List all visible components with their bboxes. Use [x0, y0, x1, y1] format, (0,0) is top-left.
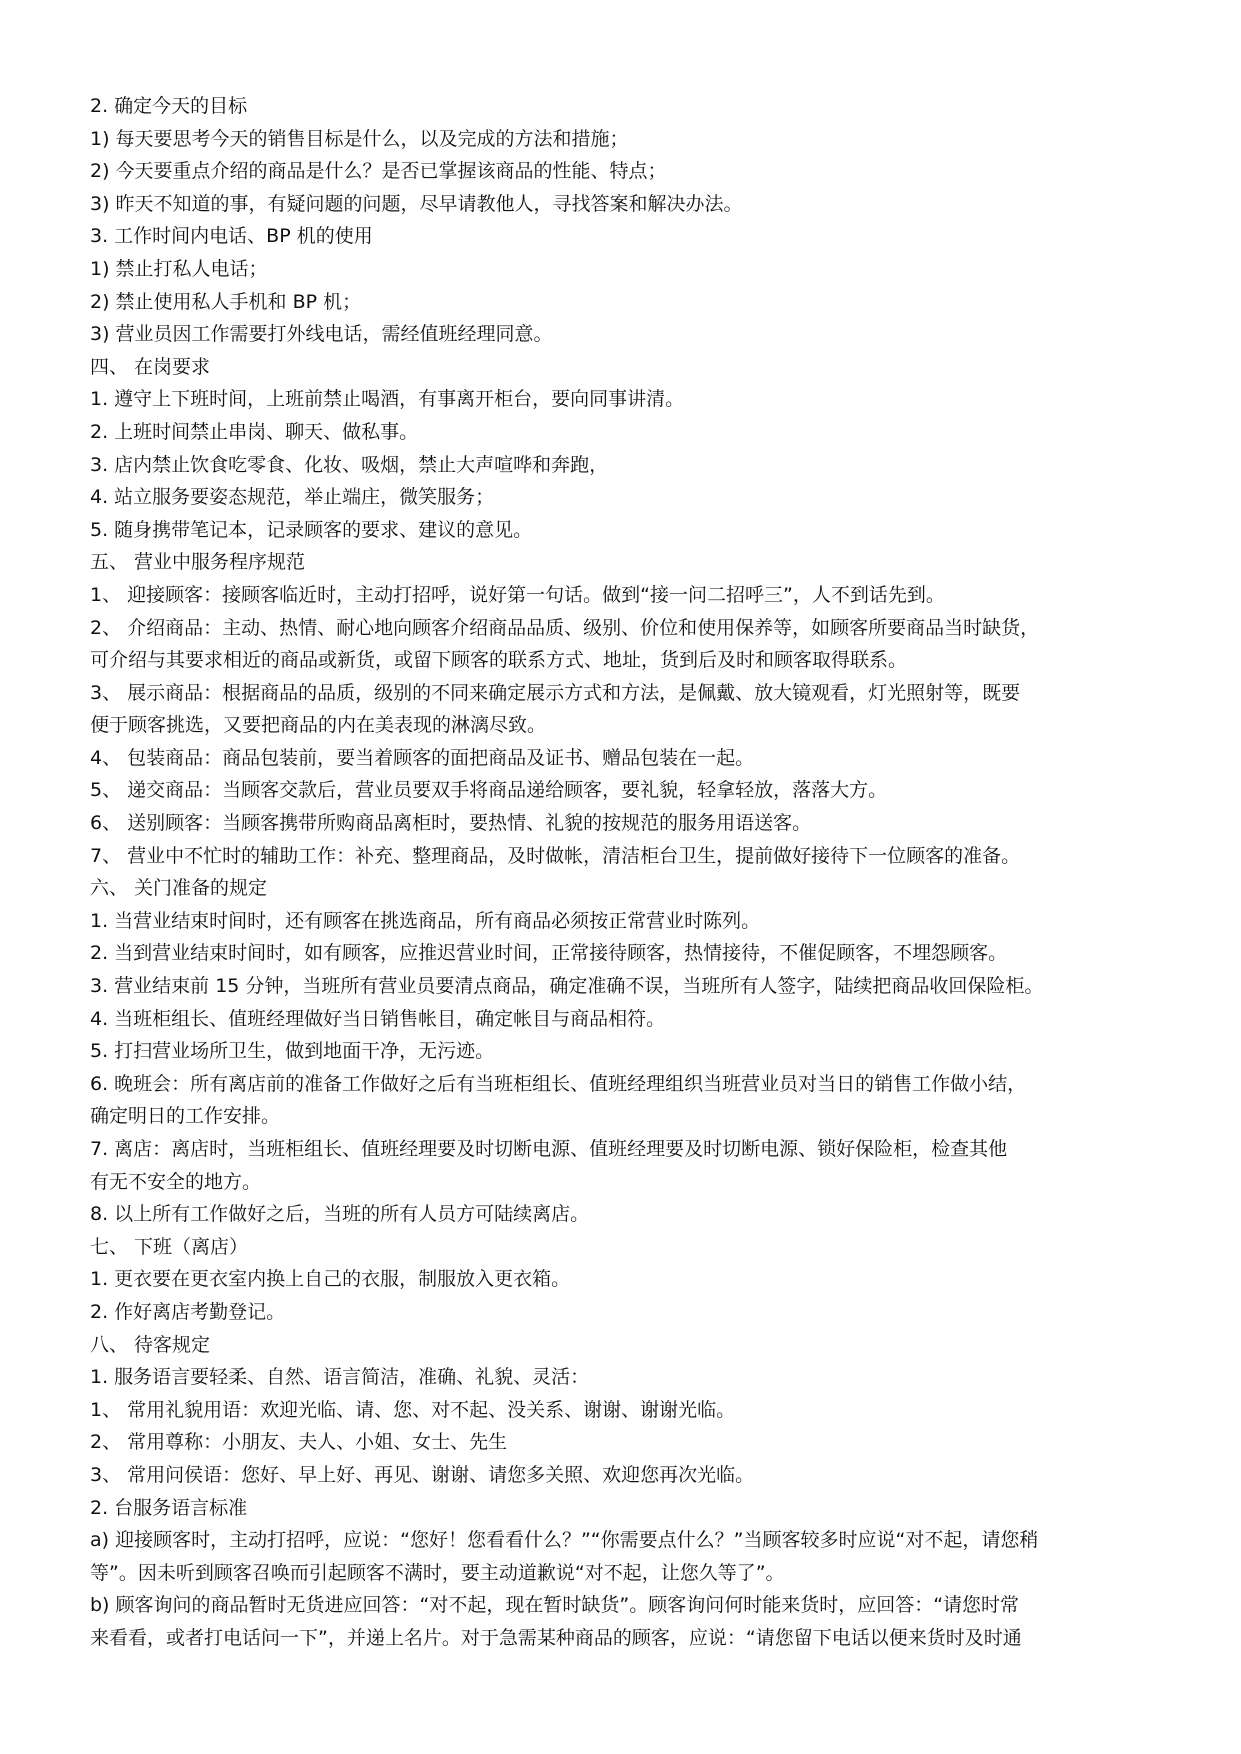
text-line: 八、 待客规定: [90, 1333, 211, 1356]
text-line: 确定明日的工作安排。: [90, 1105, 281, 1128]
text-line: 2. 台服务语言标准: [90, 1496, 248, 1519]
text-line: 1. 遵守上下班时间，上班前禁止喝酒，有事离开柜台，要向同事讲清。: [90, 388, 685, 411]
text-line: 1) 每天要思考今天的销售目标是什么，以及完成的方法和措施；: [90, 127, 629, 150]
text-line: 6. 晚班会：所有离店前的准备工作做好之后有当班柜组长、值班经理组织当班营业员对当日的销售工作做小结，: [90, 1072, 1027, 1095]
text-line: 3. 工作时间内电话、BP 机的使用: [90, 225, 373, 248]
text-line: 2、 常用尊称：小朋友、夫人、小姐、女士、先生: [90, 1431, 508, 1454]
text-line: 5、 递交商品：当顾客交款后，营业员要双手将商品递给顾客，要礼貌，轻拿轻放，落落大方。: [90, 779, 888, 802]
text-line: 5. 随身携带笔记本，记录顾客的要求、建议的意见。: [90, 518, 533, 541]
text-line: 3、 常用问侯语：您好、早上好、再见、谢谢、请您多关照、欢迎您再次光临。: [90, 1463, 755, 1486]
text-line: 1. 当营业结束时间时，还有顾客在挑选商品，所有商品必须按正常营业时陈列。: [90, 909, 761, 932]
text-line: 6、 送别顾客：当顾客携带所购商品离柜时，要热情、礼貌的按规范的服务用语送客。: [90, 812, 812, 835]
text-line: 2) 今天要重点介绍的商品是什么？是否已掌握该商品的性能、特点；: [90, 160, 667, 183]
text-line: 8. 以上所有工作做好之后，当班的所有人员方可陆续离店。: [90, 1203, 590, 1226]
text-line: 7、 营业中不忙时的辅助工作：补充、整理商品，及时做帐，清洁柜台卫生，提前做好接待下一位顾客的准备。: [90, 844, 1021, 867]
text-line: 可介绍与其要求相近的商品或新货，或留下顾客的联系方式、地址，货到后及时和顾客取得联系。: [90, 649, 908, 672]
text-line: 4. 当班柜组长、值班经理做好当日销售帐目，确定帐目与商品相符。: [90, 1007, 666, 1030]
text-line: 2. 确定今天的目标: [90, 95, 248, 117]
text-line: 2) 禁止使用私人手机和 BP 机；: [90, 290, 362, 313]
text-line: 1. 服务语言要轻柔、自然、语言简洁，准确、礼貌、灵活：: [90, 1366, 590, 1389]
text-line: 1、 迎接顾客：接顾客临近时，主动打招呼，说好第一句话。做到“接一问二招呼三”，人不到话先到。: [90, 583, 945, 606]
text-line: 1、 常用礼貌用语：欢迎光临、请、您、对不起、没关系、谢谢、谢谢光临。: [90, 1398, 736, 1421]
text-line: 六、 关门准备的规定: [90, 877, 268, 900]
text-line: 四、 在岗要求: [90, 355, 211, 378]
text-line: 便于顾客挑选，又要把商品的内在美表现的淋漓尽致。: [90, 714, 547, 737]
text-line: b) 顾客询问的商品暂时无货进应回答：“对不起，现在暂时缺货”。顾客询问何时能来货时，应回答：“请您时常: [90, 1594, 1020, 1617]
text-line: 2. 当到营业结束时间时，如有顾客，应推迟营业时间，正常接待顾客，热情接待，不催促顾客，不埋怨顾客。: [90, 942, 1008, 965]
text-line: 2. 上班时间禁止串岗、聊天、做私事。: [90, 420, 419, 443]
text-line: 2. 作好离店考勤登记。: [90, 1300, 286, 1323]
text-line: 等”。因未听到顾客召唤而引起顾客不满时，要主动道歉说“对不起，让您久等了”。: [90, 1561, 785, 1584]
text-line: 五、 营业中服务程序规范: [90, 551, 306, 574]
text-line: 3. 店内禁止饮食吃零食、化妆、吸烟，禁止大声喧哗和奔跑，: [90, 453, 609, 476]
text-line: 4. 站立服务要姿态规范，举止端庄，微笑服务；: [90, 486, 495, 509]
text-line: 3) 昨天不知道的事，有疑问题的问题，尽早请教他人，寻找答案和解决办法。: [90, 192, 743, 215]
text-line: 3) 营业员因工作需要打外线电话，需经值班经理同意。: [90, 323, 553, 346]
text-line: 1. 更衣要在更衣室内换上自己的衣服，制服放入更衣箱。: [90, 1268, 571, 1291]
text-line: 有无不安全的地方。: [90, 1170, 262, 1193]
text-line: 3. 营业结束前 15 分钟，当班所有营业员要清点商品，确定准确不误，当班所有人签字，陆续把商品收回保险柜。: [90, 975, 1044, 998]
text-line: a) 迎接顾客时，主动打招呼，应说：“您好！您看看什么？”“你需要点什么？”当顾客较多时应说“对不起，请您稍: [90, 1529, 1039, 1552]
text-line: 4、 包装商品：商品包装前，要当着顾客的面把商品及证书、赠品包装在一起。: [90, 746, 755, 769]
document-body: [90, 90, 1150, 1655]
text-line: 七、 下班（离店）: [90, 1235, 249, 1258]
text-line: 7. 离店：离店时，当班柜组长、值班经理要及时切断电源、值班经理要及时切断电源、锁好保险柜，检查其他: [90, 1138, 1008, 1160]
text-line: 3、 展示商品：根据商品的品质，级别的不同来确定展示方式和方法，是佩戴、放大镜观看，灯光照射等，既要: [90, 681, 1021, 704]
text-line: 来看看，或者打电话问一下”，并递上名片。对于急需某种商品的顾客，应说：“请您留下电话以便来货时及时通: [90, 1626, 1022, 1649]
text-line: 2、 介绍商品：主动、热情、耐心地向顾客介绍商品品质、级别、价位和使用保养等，如顾客所要商品当时缺货，: [90, 616, 1040, 639]
text-line: 1) 禁止打私人电话；: [90, 257, 268, 280]
text-line: 5. 打扫营业场所卫生，做到地面干净，无污迹。: [90, 1040, 495, 1063]
